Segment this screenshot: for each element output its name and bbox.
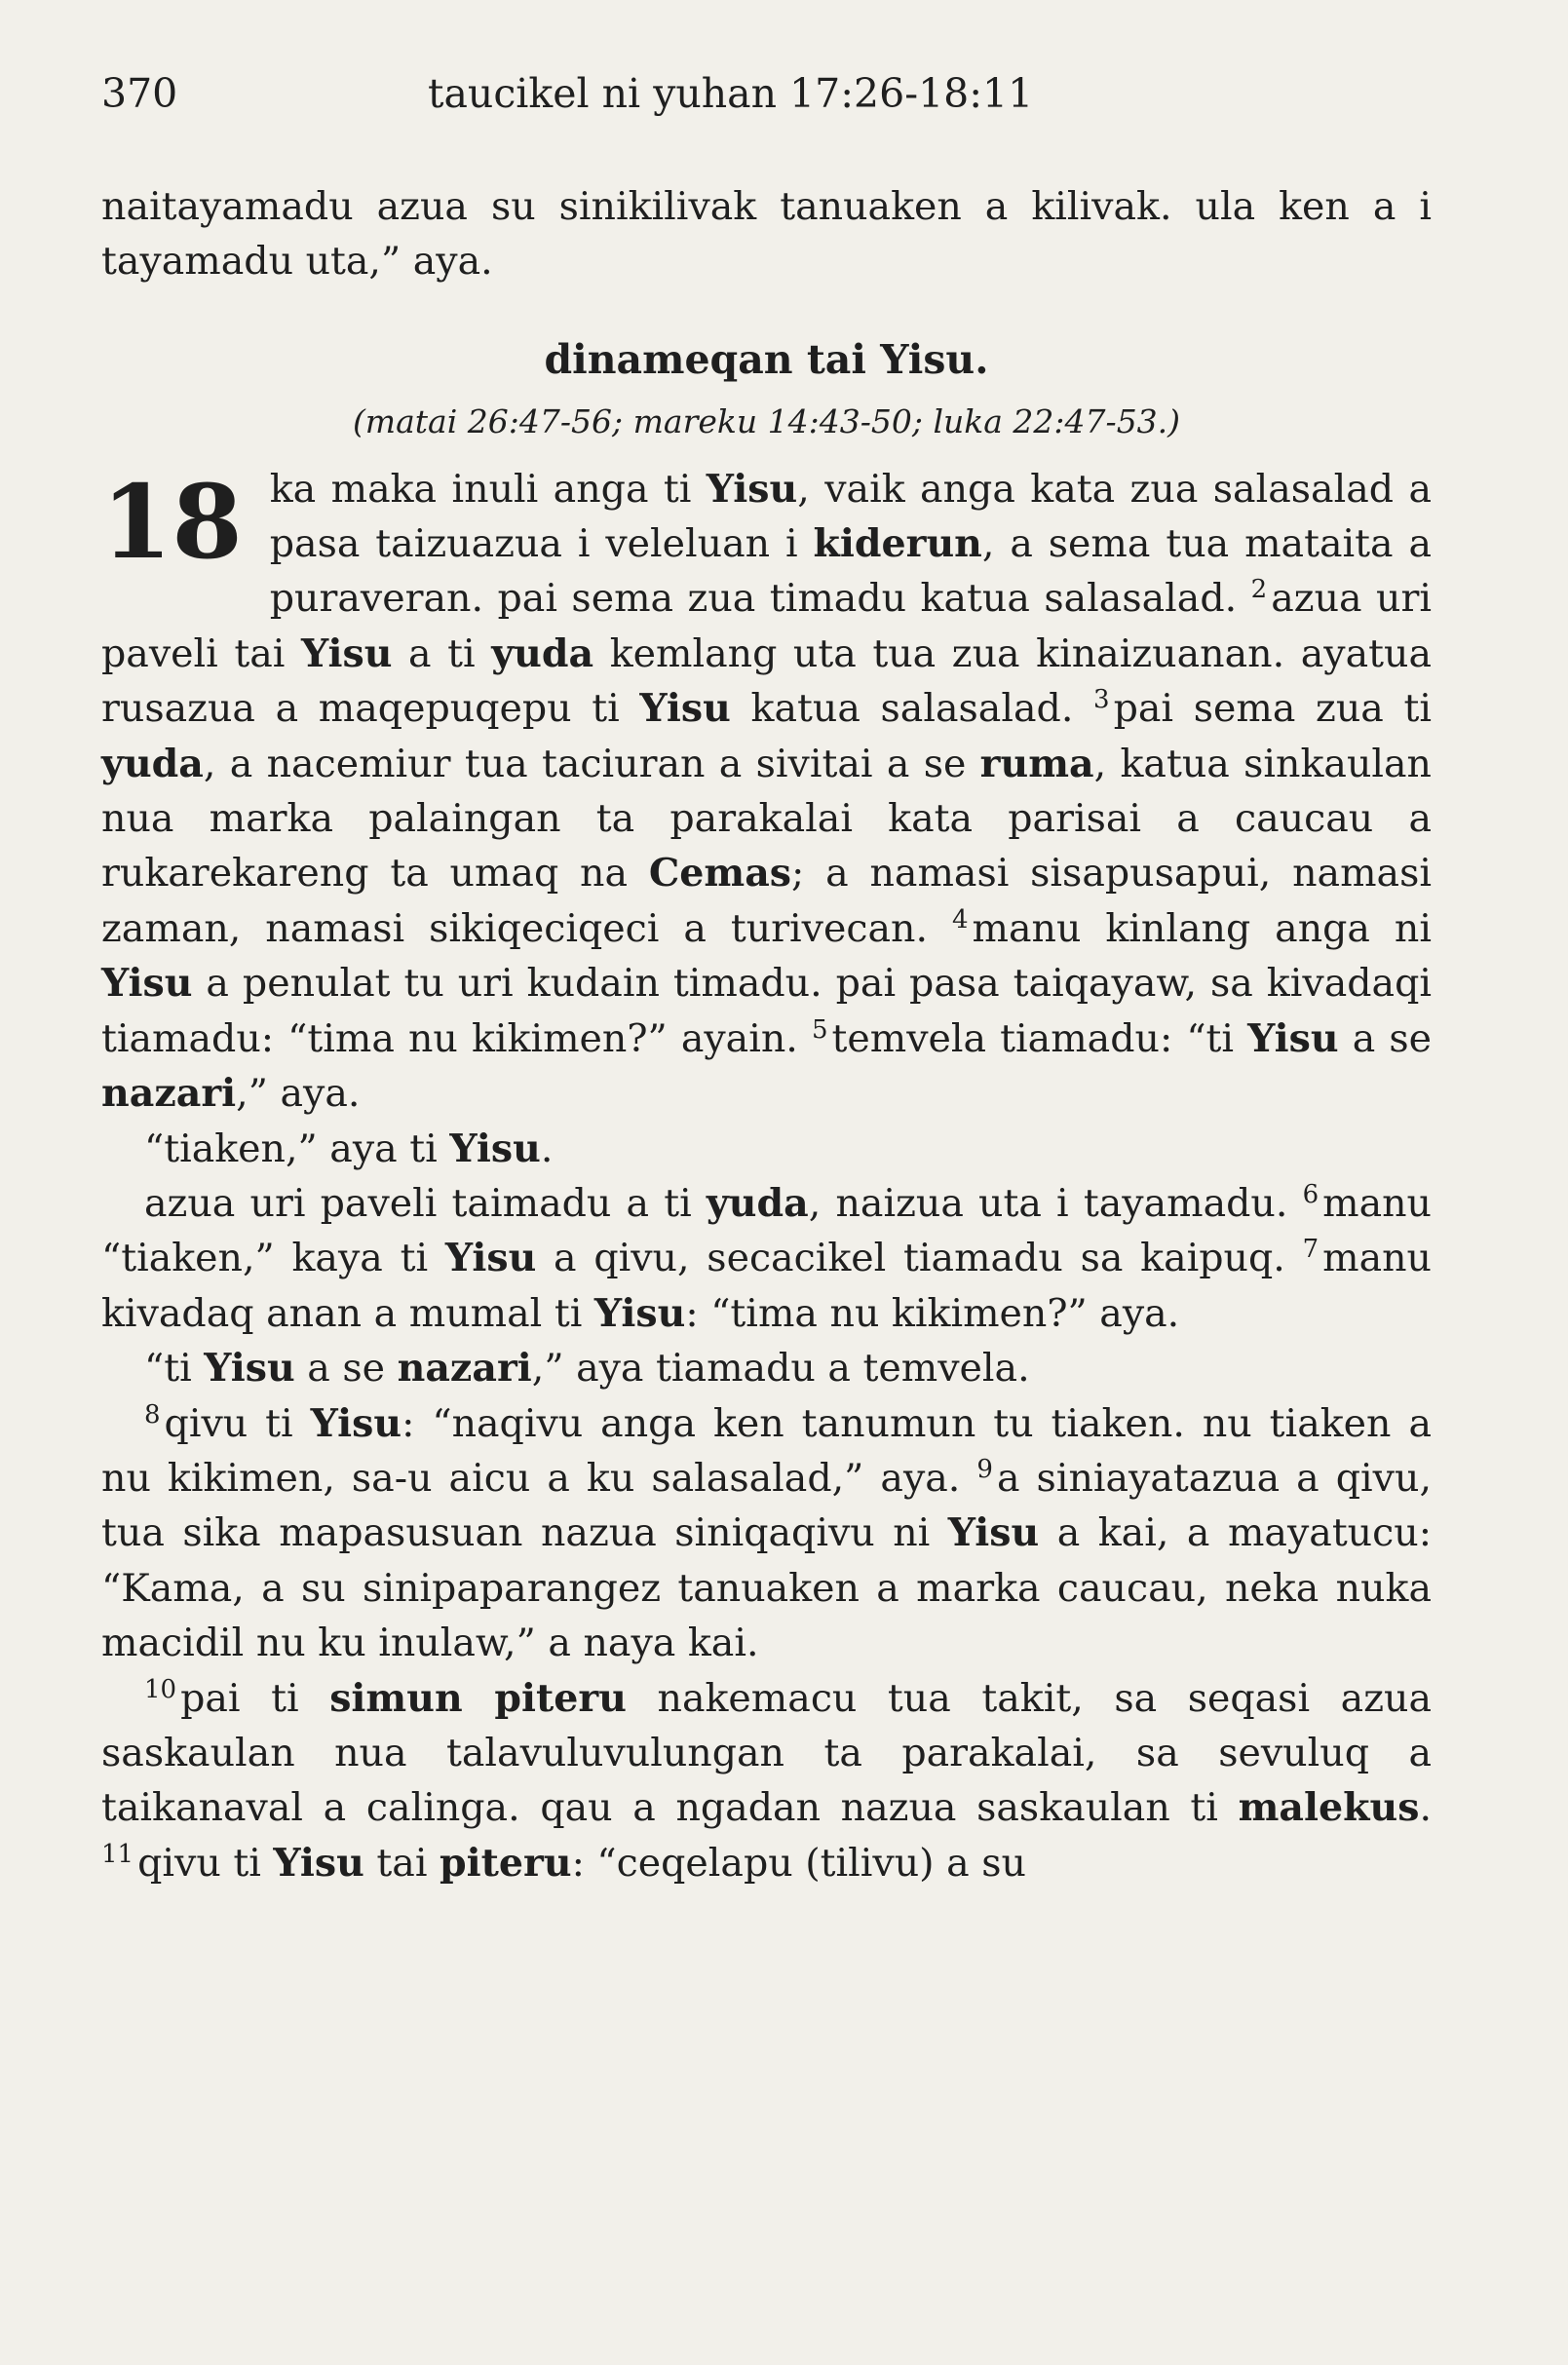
text-run: nakemacu tua takit, sa seqasi azua saskaulan nua talavuluvulungan ta parakalai, sa sevuluq a taikanaval a calinga. qau a ngadan nazua saskaulan ti <box>101 1675 1432 1831</box>
name-nazari: nazari <box>101 1071 237 1117</box>
name-kiderun: kiderun <box>813 521 982 567</box>
name-yisu: Yisu <box>639 686 731 732</box>
name-yuda: yuda <box>101 741 204 786</box>
text-run: , katua sinkaulan nua marka palaingan ta parakalai kata parisai a caucau a rukarekareng ta umaq na <box>101 741 1433 896</box>
paragraph <box>101 1176 1432 1341</box>
name-piteru: piteru <box>440 1840 572 1886</box>
text-run: a se <box>294 1346 398 1392</box>
name-simun-piteru: simun piteru <box>329 1675 627 1721</box>
text-run: azua uri paveli taimadu a ti <box>144 1180 707 1226</box>
text-run: temvela tiamadu: “ti <box>831 1015 1248 1061</box>
verse-number: 11 <box>101 1839 134 1869</box>
text-run: ; a namasi sisapusapui, namasi zaman, namasi sikiqeciqeci a turivecan. <box>101 851 1433 951</box>
name-yisu: Yisu <box>301 630 393 676</box>
name-yisu: Yisu <box>101 961 193 1007</box>
verse-number: 4 <box>951 904 969 935</box>
text-run: : “ceqelapu (tilivu) a su <box>571 1840 1026 1886</box>
paragraph <box>101 1396 1432 1671</box>
page-number: 370 <box>101 70 178 117</box>
verse-number: 6 <box>1302 1179 1319 1209</box>
text-run: . <box>1419 1785 1432 1831</box>
name-cemas: Cemas <box>648 851 792 896</box>
name-nazari: nazari <box>397 1346 532 1392</box>
text-run: , naizua uta i tayamadu. <box>808 1180 1303 1226</box>
text-run: ,” aya. <box>236 1071 361 1117</box>
text-run: , vaik anga kata zua salasalad a pasa taizuazua i veleluan i <box>269 466 1432 567</box>
name-yisu: Yisu <box>273 1840 364 1886</box>
text-run: a se <box>1338 1015 1433 1061</box>
paragraph <box>101 1122 1432 1176</box>
text-run: katua salasalad. <box>730 686 1094 732</box>
name-yisu: Yisu <box>449 1125 541 1171</box>
text-run: , a nacemiur tua taciuran a sivitai a se <box>203 741 980 786</box>
text-run: pai sema zua ti <box>1113 686 1432 732</box>
paragraph <box>101 1671 1432 1891</box>
name-yuda: yuda <box>491 630 594 676</box>
verse-number: 3 <box>1093 685 1110 715</box>
text-run: : “naqivu anga ken tanumun tu tiaken. nu tiaken a nu kikimen, sa-u aicu a ku salasalad,” aya. <box>101 1400 1432 1501</box>
name-ruma: ruma <box>979 741 1094 786</box>
text-run: tai <box>363 1840 440 1886</box>
text-run: qivu ti <box>164 1400 311 1446</box>
name-yisu: Yisu <box>310 1400 402 1446</box>
text-run: a ti <box>392 630 492 676</box>
chapter-number: 18 <box>101 461 243 582</box>
verse-number: 7 <box>1302 1235 1319 1265</box>
section-reference: (matai 26:47-56; mareku 14:43-50; luka 22:47-53.) <box>352 402 1181 441</box>
verse-number: 9 <box>976 1454 993 1484</box>
text-run: “ti <box>144 1346 205 1392</box>
name-yuda: yuda <box>706 1180 809 1226</box>
page-body <box>101 179 1432 1890</box>
text-run: a kai, a mayatucu: “Kama, a su sinipaparangez tanuaken a marka caucau, neka nuka macidil nu ku inulaw,” a naya kai. <box>101 1510 1432 1666</box>
text-run: pai ti <box>180 1675 330 1721</box>
text-run: kemlang uta tua zua kinaizuanan. ayatua rusazua a maqepuqepu ti <box>101 630 1432 732</box>
text-run: manu “tiaken,” kaya ti <box>101 1180 1432 1281</box>
chapter-paragraph <box>101 462 1432 1122</box>
verse-number: 2 <box>1250 575 1268 605</box>
text-run: qivu ti <box>137 1840 274 1886</box>
text-run: “tiaken,” aya ti <box>144 1125 450 1171</box>
text-run: . <box>540 1125 554 1171</box>
text-run: ka maka inuli anga ti <box>269 466 707 512</box>
name-yisu: Yisu <box>947 1510 1040 1556</box>
text-run: a qivu, secacikel tiamadu sa kaipuq. <box>536 1236 1303 1281</box>
name-yisu: Yisu <box>1247 1015 1339 1061</box>
text-run: , a sema tua mataita a puraveran. pai sema zua timadu katua salasalad. <box>269 521 1433 622</box>
verse-number: 8 <box>144 1399 161 1430</box>
name-yisu: Yisu <box>204 1346 295 1392</box>
name-yisu: Yisu <box>593 1290 686 1336</box>
text-run: a siniayatazua a qivu, tua sika mapasusuan nazua siniqaqivu ni <box>101 1455 1432 1556</box>
name-yisu: Yisu <box>706 466 798 512</box>
text-run: : “tima nu kikimen?” aya. <box>685 1290 1180 1336</box>
text-run: naitayamadu azua su sinikilivak tanuaken a kilivak. ula ken a i tayamadu uta,” aya. <box>101 184 1432 285</box>
verse-number: 10 <box>144 1674 177 1704</box>
text-run: azua uri paveli tai <box>101 576 1432 676</box>
text-run: manu kinlang anga ni <box>972 905 1432 951</box>
text-run: ,” aya tiamadu a temvela. <box>531 1346 1030 1392</box>
name-malekus: malekus <box>1238 1785 1420 1831</box>
section-title: dinameqan tai Yisu. <box>544 335 989 383</box>
paragraph <box>101 1341 1432 1395</box>
text-run: manu kivadaq anan a mumal ti <box>101 1236 1432 1336</box>
text-run: a penulat tu uri kudain timadu. pai pasa taiqayaw, sa kivadaqi tiamadu: “tima nu kikimen?” ayain. <box>101 961 1432 1061</box>
verse-number: 5 <box>811 1014 828 1045</box>
page-header <box>101 70 1466 129</box>
running-head: taucikel ni yuhan 17:26-18:11 <box>428 70 1034 117</box>
name-yisu: Yisu <box>444 1236 537 1281</box>
continuation-paragraph <box>101 179 1432 289</box>
